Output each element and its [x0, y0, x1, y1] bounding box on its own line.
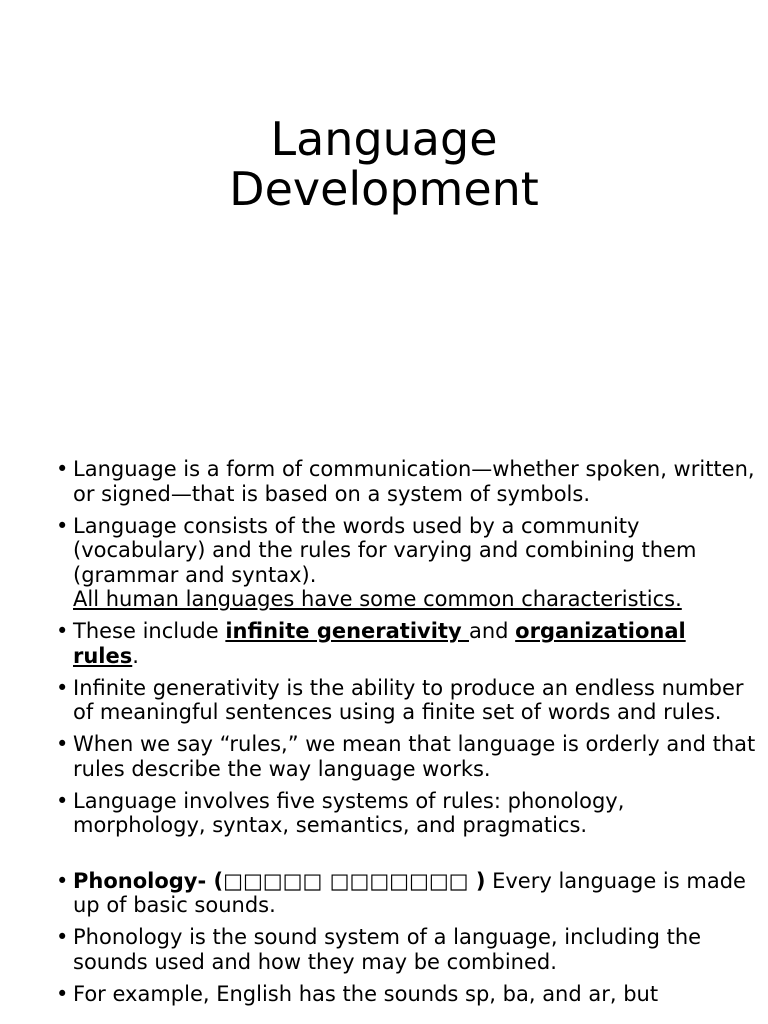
- bullet-text: Every language is made up of basic sounds.: [73, 868, 746, 917]
- bullet-list: [56, 457, 756, 1014]
- bullet-item-generativity: [56, 676, 756, 725]
- bullet-item-definition: [56, 457, 756, 506]
- term-phonology: Phonology- (□□□□□ □□□□□□□ ): [73, 868, 486, 893]
- bullet-item-rules: [56, 732, 756, 781]
- bullet-text: Language is a form of communication—whether spoken, written, or signed—that is based on a system of symbols.: [73, 457, 755, 506]
- bullet-text-pre: These include: [73, 619, 226, 643]
- bullet-item-vocabulary: [56, 514, 756, 612]
- bullet-text: When we say “rules,” we mean that language is orderly and that rules describe the way language works.: [73, 732, 756, 781]
- bullet-item-example: [56, 982, 756, 1007]
- bullet-underlined-text: All human languages have some common characteristics.: [73, 587, 682, 611]
- term-infinite-generativity: infinite generativity: [225, 619, 469, 643]
- bullet-text: Infinite generativity is the ability to produce an endless number of meaningful sentences using a finite set of words and rules.: [73, 675, 744, 724]
- title-line-2: Development: [229, 162, 539, 216]
- bullet-item-phonology-definition: [56, 925, 756, 974]
- term-organizational-rules: organizational rules: [73, 619, 686, 668]
- bullet-text: Language consists of the words used by a community (vocabulary) and the rules for varying and combining them (grammar and syntax).: [73, 513, 697, 587]
- bullet-text: For example, English has the sounds sp, ba, and ar, but: [73, 981, 659, 1006]
- bullet-text-post: .: [132, 643, 139, 668]
- bullet-text: Phonology is the sound system of a language, including the sounds used and how they may be combined.: [73, 925, 702, 974]
- bullet-item-five-systems: [56, 789, 756, 838]
- title-line-1: Language: [270, 112, 498, 166]
- bullet-item-phonology: [56, 869, 756, 918]
- slide-title: [0, 114, 768, 214]
- bullet-item-characteristics: [56, 619, 756, 668]
- bullet-text: Language involves five systems of rules: phonology, morphology, syntax, semantics, and pragmatics.: [73, 788, 625, 837]
- bullet-text-mid: and: [468, 619, 516, 643]
